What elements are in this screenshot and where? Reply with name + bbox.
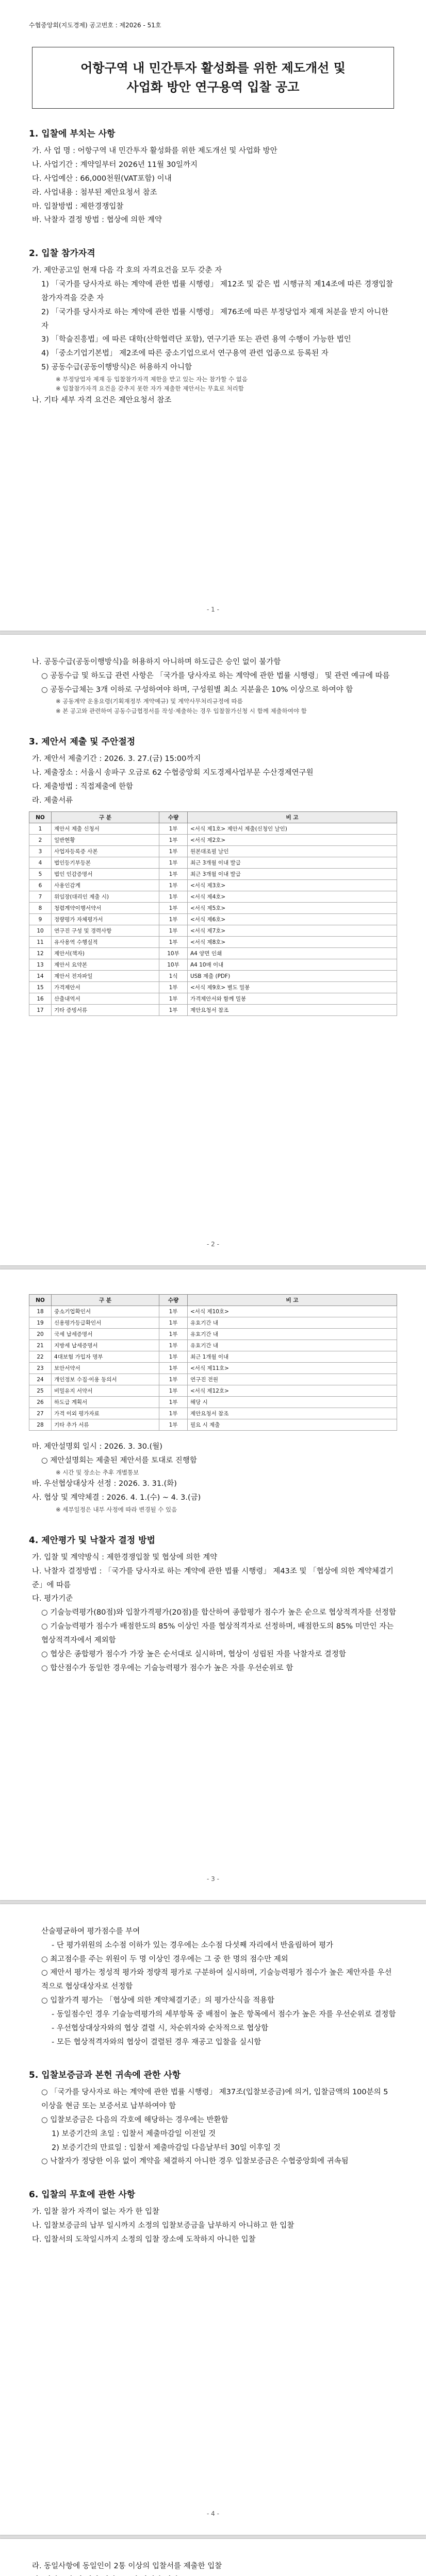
table-cell: 가격 이외 평가자료 — [52, 1408, 159, 1419]
table-cell: 연구진 전원 — [188, 1374, 397, 1385]
s3-line: 다. 제출방법 : 직접제출에 한함 — [32, 782, 134, 791]
s4b-line: - 모든 협상적격자와의 협상이 결렬된 경우 재공고 입찰을 실시함 — [52, 2038, 261, 2046]
table-cell: 1부 — [159, 1306, 188, 1317]
notice-number: 수협중앙회(지도경제) 공고번호 : 제2026 - 51호 — [29, 22, 161, 29]
section-6-heading: 6. 입찰의 무효에 관한 사항 — [29, 2190, 136, 2200]
table-cell: 15 — [29, 982, 52, 993]
table-cell: 1부 — [159, 835, 188, 846]
table-row — [29, 971, 397, 982]
table-cell: 1부 — [159, 937, 188, 948]
table-cell: 26 — [29, 1397, 52, 1408]
table-cell: 개인정보 수집·이용 동의서 — [52, 1374, 159, 1385]
table-cell: 1부 — [159, 1374, 188, 1385]
table-cell: 4대보험 가입자 명부 — [52, 1351, 159, 1363]
table-row — [29, 982, 397, 993]
table-cell: 제안서 요약본 — [52, 959, 159, 971]
s6b-line — [32, 2573, 397, 2576]
table-cell: <서식 제3호> — [188, 880, 397, 891]
table-cell: 3 — [29, 846, 52, 857]
table-cell: 법인 인감증명서 — [52, 869, 159, 880]
table-row — [29, 1363, 397, 1374]
s4b-line: - 동일점수인 경우 기술능력평가의 세부항목 중 배점이 높은 항목에서 점수가 높은 자를 우선순위로 결정함 — [52, 2010, 396, 2019]
table-cell: 청렴계약이행서약서 — [52, 903, 159, 914]
s2b-line: ○ 공동수급 및 하도급 관련 사항은 「국가를 당사자로 하는 계약에 관한 법률 시행령」 및 관련 예규에 따름 — [41, 671, 390, 680]
title-line-2: 사업화 방안 연구용역 입찰 공고 — [126, 80, 300, 95]
table-cell: 1부 — [159, 880, 188, 891]
table-cell: 16 — [29, 993, 52, 1005]
table-cell: 21 — [29, 1340, 52, 1351]
table-row — [29, 1419, 397, 1431]
table-cell: 가격제안서 — [52, 982, 159, 993]
table-cell: 1부 — [159, 1397, 188, 1408]
section-5-heading: 5. 입찰보증금과 본헌 귀속에 관한 사항 — [29, 2070, 181, 2081]
s4-line: ○ 기술능력평가(80점)와 입찰가격평가(20점)를 합산하여 종합평가 점수가 높은 순으로 협상적격자를 선정함 — [41, 1608, 396, 1617]
table-cell: 최근 3개월 이내 발급 — [188, 869, 397, 880]
page-number: - 1 - — [207, 606, 219, 613]
table-cell: 1부 — [159, 1340, 188, 1351]
table-cell: 1부 — [159, 1419, 188, 1431]
table-cell: USB 제출 (PDF) — [188, 971, 397, 982]
page-number: - 4 - — [207, 2510, 219, 2517]
table-cell: <서식 제9호> 별도 밀봉 — [188, 982, 397, 993]
table-cell: 12 — [29, 948, 52, 959]
s2-line: 5) 공동수급(공동이행방식)은 허용하지 아니함 — [41, 363, 192, 371]
col-header: NO — [29, 1295, 52, 1306]
table-cell: 1부 — [159, 823, 188, 835]
table-cell: 법인등기부등본 — [52, 857, 159, 869]
table-row — [29, 1317, 397, 1329]
table-cell: 1부 — [159, 891, 188, 903]
section-2-heading: 2. 입찰 참가자격 — [29, 248, 95, 259]
table-cell: 1 — [29, 823, 52, 835]
s2b-line: ○ 공동수급체는 3개 이하로 구성하여야 하며, 구성원별 최소 지분율은 10% 이상으로 하여야 함 — [41, 685, 353, 694]
table-cell: 필요 시 제출 — [188, 1419, 397, 1431]
table-cell: 일반현황 — [52, 835, 159, 846]
table-row — [29, 880, 397, 891]
table-cell: 최근 1개월 이내 — [188, 1351, 397, 1363]
s3b-line: 바. 우선협상대상자 선정 : 2026. 3. 31.(화) — [32, 1480, 177, 1488]
table-cell: 제안서 전자파일 — [52, 971, 159, 982]
table-cell: <서식 제7호> — [188, 925, 397, 937]
table-cell: 가격제안서와 함께 밀봉 — [188, 993, 397, 1005]
s1-item: 다. 사업예산 : 66,000천원(VAT포함) 이내 — [32, 175, 172, 183]
table-cell: 연구진 구성 및 경력사항 — [52, 925, 159, 937]
table-row — [29, 823, 397, 835]
table-cell: 6 — [29, 880, 52, 891]
table-cell: 1식 — [159, 971, 188, 982]
s5-line: 1) 보증기간의 초일 : 입찰서 제출마감일 이전일 것 — [52, 2129, 216, 2138]
table-cell: 유효기간 내 — [188, 1340, 397, 1351]
s3-line: 가. 제안서 제출기간 : 2026. 3. 27.(금) 15:00까지 — [32, 755, 201, 764]
table-cell: 유사용역 수행실적 — [52, 937, 159, 948]
s4b-line: ○ 제안서 평가는 정성적 평가와 정량적 평가로 구분하여 실시하며, 기술능력평가 점수가 높은 제안자를 우선적으로 협상대상자로 선정함 — [41, 1969, 392, 1991]
s2-note: ※ 입찰참가자격 요건을 갖추지 못한 자가 제출한 제안서는 무효로 처리함 — [56, 385, 244, 393]
table-cell: 지방세 납세증명서 — [52, 1340, 159, 1351]
table-cell: 7 — [29, 891, 52, 903]
table-cell: 20 — [29, 1329, 52, 1340]
table-cell: 유효기간 내 — [188, 1329, 397, 1340]
table-cell: <서식 제6호> — [188, 914, 397, 925]
table-cell: 1부 — [159, 857, 188, 869]
table-cell: 14 — [29, 971, 52, 982]
table-cell: 제안요청서 참조 — [188, 1408, 397, 1419]
col-header: 수량 — [159, 1295, 188, 1306]
table-cell: 1부 — [159, 903, 188, 914]
section-1-heading: 1. 입찰에 부치는 사항 — [29, 129, 116, 140]
table-cell: 2 — [29, 835, 52, 846]
s3b-note: ※ 시간 및 장소는 추후 개별통보 — [56, 1468, 139, 1476]
table-cell: 제안요청서 참조 — [188, 1005, 397, 1016]
table-row — [29, 1329, 397, 1340]
s4-line: 가. 입찰 및 계약방식 : 제한경쟁입찰 및 협상에 의한 계약 — [32, 1553, 218, 1562]
table-cell: 10 — [29, 925, 52, 937]
table-cell: <서식 제10호> — [188, 1306, 397, 1317]
table-cell: 1부 — [159, 1329, 188, 1340]
table-row — [29, 914, 397, 925]
s1-item: 마. 입찰방법 : 제한경쟁입찰 — [32, 202, 124, 211]
col-header: 수량 — [159, 812, 188, 823]
table-row — [29, 1351, 397, 1363]
table-row — [29, 891, 397, 903]
table-cell: 1부 — [159, 1351, 188, 1363]
s2-line: 가. 제안공고일 현재 다음 각 호의 자격요건을 모두 갖춘 자 — [32, 266, 222, 275]
table-cell: 1부 — [159, 846, 188, 857]
table-cell: 1부 — [159, 914, 188, 925]
table-cell: 1부 — [159, 925, 188, 937]
s1-item: 가. 사 업 명 : 어항구역 내 민간투자 활성화를 위한 제도개선 및 사업화 방안 — [32, 147, 277, 156]
s3-line: 나. 제출장소 : 서울시 송파구 오금로 62 수협중앙회 지도경제사업부문 수산경제연구원 — [32, 769, 314, 777]
table-row — [29, 835, 397, 846]
table-cell: 사업자등록증 사본 — [52, 846, 159, 857]
table-cell: 신용평가등급확인서 — [52, 1317, 159, 1329]
table-cell: 국세 납세증명서 — [52, 1329, 159, 1340]
table-cell: 17 — [29, 1005, 52, 1016]
table-row — [29, 857, 397, 869]
col-header: 비 고 — [188, 812, 397, 823]
s4b-line: 산술평균하여 평가점수를 부여 — [41, 1927, 140, 1936]
table-row — [29, 1374, 397, 1385]
s3b-line: 마. 제안설명회 일시 : 2026. 3. 30.(월) — [32, 1443, 162, 1451]
submission-docs-table-cont — [29, 1294, 397, 1431]
s6-line: 나. 입찰보증금의 납부 일시까지 소정의 입찰보증금을 납부하지 아니하고 한 입찰 — [32, 2222, 294, 2230]
notice-title — [32, 47, 394, 109]
page-5 — [0, 2539, 426, 2576]
s2-line: 3) 「학술진흥법」에 따른 대학(산학협력단 포함), 연구기관 또는 관련 용역 수행이 가능한 법인 — [41, 335, 351, 344]
s3-line: 라. 제출서류 — [32, 796, 73, 805]
table-row — [29, 1340, 397, 1351]
submission-docs-table — [29, 811, 397, 1016]
page-number: - 3 - — [207, 1875, 219, 1883]
table-cell: 1부 — [159, 1005, 188, 1016]
table-cell: 5 — [29, 869, 52, 880]
table-cell: 24 — [29, 1374, 52, 1385]
table-cell: 23 — [29, 1363, 52, 1374]
table-cell: <서식 제8호> — [188, 937, 397, 948]
table-cell: <서식 제1호> 제안서 제출(신청인 날인) — [188, 823, 397, 835]
s5-line: ○ 입찰보증금은 다음의 각호에 해당하는 경우에는 반환함 — [41, 2115, 228, 2124]
title-line-1: 어항구역 내 민간투자 활성화를 위한 제도개선 및 — [80, 61, 346, 75]
table-cell: 13 — [29, 959, 52, 971]
table-cell: 9 — [29, 914, 52, 925]
page-3 — [0, 1269, 426, 1900]
table-cell: 기타 증빙서류 — [52, 1005, 159, 1016]
table-row — [29, 903, 397, 914]
table-cell: 25 — [29, 1385, 52, 1397]
table-cell: 위임장(대리인 제출 시) — [52, 891, 159, 903]
table-row — [29, 1385, 397, 1397]
s2-note: ※ 부정당업자 제재 등 입찰참가자격 제한을 받고 있는 자는 참가할 수 없음 — [56, 375, 248, 383]
table-cell: <서식 제11호> — [188, 1363, 397, 1374]
s4-line: 다. 평가기준 — [32, 1595, 73, 1603]
section-4-heading: 4. 제안평가 및 낙찰자 결정 방법 — [29, 1535, 155, 1546]
table-row — [29, 1005, 397, 1016]
table-cell: 18 — [29, 1306, 52, 1317]
table-cell: 27 — [29, 1408, 52, 1419]
s1-item: 바. 낙찰자 결정 방법 : 협상에 의한 계약 — [32, 216, 162, 225]
table-cell: 1부 — [159, 1408, 188, 1419]
s4b-line: ○ 입찰가격 평가는 「협상에 의한 계약체결기준」의 평가산식을 적용함 — [41, 1996, 275, 2005]
col-header: 구 분 — [52, 812, 159, 823]
s2-line: 나. 기타 세부 자격 요건은 제안요청서 참조 — [32, 396, 172, 404]
table-cell: <서식 제2호> — [188, 835, 397, 846]
table-cell: 제안서(책자) — [52, 948, 159, 959]
page-4 — [0, 1904, 426, 2535]
table-cell: 비밀유지 서약서 — [52, 1385, 159, 1397]
table-cell: 1부 — [159, 982, 188, 993]
table-cell: 10부 — [159, 959, 188, 971]
table-cell: 중소기업확인서 — [52, 1306, 159, 1317]
s3b-note: ※ 세부일정은 내부 사정에 따라 변경될 수 있음 — [56, 1505, 177, 1513]
table-cell: 1부 — [159, 869, 188, 880]
s1-item: 나. 사업기간 : 계약일부터 2026년 11월 30일까지 — [32, 161, 198, 170]
table-row — [29, 846, 397, 857]
col-header: 구 분 — [52, 1295, 159, 1306]
table-row — [29, 1408, 397, 1419]
s4-line: 나. 낙찰자 결정방법 : 「국가를 당사자로 하는 계약에 관한 법률 시행령」 제43조 및 「협상에 의한 계약체결기준」에 따름 — [32, 1567, 394, 1589]
table-cell: 사용인감계 — [52, 880, 159, 891]
table-row — [29, 1306, 397, 1317]
s6-line: 다. 입찰서의 도착일시까지 소정의 입찰 장소에 도착하지 아니한 입찰 — [32, 2235, 256, 2244]
s6-line: 가. 입찰 참가 자격이 없는 자가 한 입찰 — [32, 2208, 159, 2216]
table-cell: 하도급 계획서 — [52, 1397, 159, 1408]
s4-line: ○ 기술능력평가 점수가 배점한도의 85% 이상인 자를 협상적격자로 선정하며, 배점한도의 85% 미만인 자는 협상적격자에서 제외함 — [41, 1622, 394, 1645]
s4b-line: - 단 평가위원의 소수점 이하가 있는 경우에는 소수점 다섯째 자리에서 반올림하여 평가 — [52, 1941, 334, 1950]
col-header: NO — [29, 812, 52, 823]
s3b-line: ○ 제안설명회는 제출된 제안서를 토대로 진행함 — [41, 1456, 197, 1465]
page-2 — [0, 635, 426, 1265]
s2b-note: ※ 본 공고와 관련하여 공동수급협정서를 작성·제출하는 경우 입찰참가신청 시 함께 제출하여야 함 — [56, 707, 307, 715]
table-row — [29, 937, 397, 948]
table-cell: <서식 제4호> — [188, 891, 397, 903]
table-cell: 정량평가 자체평가서 — [52, 914, 159, 925]
table-cell: 1부 — [159, 1385, 188, 1397]
table-row — [29, 948, 397, 959]
table-cell: 최근 3개월 이내 발급 — [188, 857, 397, 869]
page-1 — [0, 0, 426, 631]
page-number: - 2 - — [207, 1241, 219, 1248]
s2b-line: 나. 공동수급(공동이행방식)을 허용하지 아니하며 하도급은 승인 없이 불가함 — [32, 658, 281, 666]
s2-line: 1) 「국가를 당사자로 하는 계약에 관한 법률 시행령」 제12조 및 같은 법 시행규칙 제14조에 따른 경쟁입찰 참가자격을 갖춘 자 — [41, 280, 394, 302]
s5-line: ○ 낙찰자가 정당한 이유 없이 계약을 체결하지 아니한 경우 입찰보증금은 수협중앙회에 귀속됨 — [41, 2157, 349, 2166]
s4b-line: - 우선협상대상자와의 협상 결렬 시, 차순위자와 순차적으로 협상함 — [52, 2024, 269, 2032]
table-cell: A4 양면 인쇄 — [188, 948, 397, 959]
table-cell: 28 — [29, 1419, 52, 1431]
table-cell: 원본대조필 날인 — [188, 846, 397, 857]
table-cell: <서식 제5호> — [188, 903, 397, 914]
table-cell: 19 — [29, 1317, 52, 1329]
s2b-note: ※ 공동계약 운용요령(기획재정부 계약예규) 및 계약사무처리규정에 따름 — [56, 698, 243, 705]
s4-line: ○ 협상은 종합평가 점수가 가장 높은 순서대로 실시하며, 협상이 성립된 자를 낙찰자로 결정함 — [41, 1650, 346, 1658]
table-row — [29, 959, 397, 971]
table-cell: 11 — [29, 937, 52, 948]
s1-item: 라. 사업내용 : 첨부된 제안요청서 참조 — [32, 188, 157, 197]
table-cell: A4 10매 이내 — [188, 959, 397, 971]
table-cell: 제안서 제출 신청서 — [52, 823, 159, 835]
table-cell: 보안서약서 — [52, 1363, 159, 1374]
table-cell: <서식 제12호> — [188, 1385, 397, 1397]
table-cell: 1부 — [159, 1317, 188, 1329]
s2-line: 2) 「국가를 당사자로 하는 계약에 관한 법률 시행령」 제76조에 따른 부정당업자 제재 처분을 받지 아니한 자 — [41, 308, 389, 330]
s6b-line: 라. 동일사항에 동일인이 2통 이상의 입찰서를 제출한 입찰 — [32, 2562, 222, 2570]
table-cell: 1부 — [159, 993, 188, 1005]
s2-line: 4) 「중소기업기본법」 제2조에 따른 중소기업으로서 연구용역 관련 업종으로 등록된 자 — [41, 349, 329, 358]
col-header: 비 고 — [188, 1295, 397, 1306]
table-cell: 10부 — [159, 948, 188, 959]
table-cell: 기타 추가 서류 — [52, 1419, 159, 1431]
table-row — [29, 925, 397, 937]
s4-line: ○ 합산점수가 동일한 경우에는 기술능력평가 점수가 높은 자를 우선순위로 함 — [41, 1664, 293, 1672]
table-row — [29, 993, 397, 1005]
s5-line: ○ 「국가를 당사자로 하는 계약에 관한 법률 시행령」 제37조(입찰보증금)에 의거, 입찰금액의 100분의 5 이상을 현금 또는 보증서로 납부하여야 함 — [41, 2088, 388, 2111]
table-row — [29, 869, 397, 880]
s5-line: 2) 보증기간의 만료일 : 입찰서 제출마감일 다음날부터 30일 이후일 것 — [52, 2143, 281, 2152]
s4b-line: ○ 최고점수를 주는 위원이 두 명 이상인 경우에는 그 중 한 명의 점수만 제외 — [41, 1955, 288, 1963]
table-row — [29, 1397, 397, 1408]
table-cell: 유효기간 내 — [188, 1317, 397, 1329]
table-cell: 해당 시 — [188, 1397, 397, 1408]
section-3-heading: 3. 제안서 제출 및 주안절정 — [29, 737, 136, 748]
table-cell: 8 — [29, 903, 52, 914]
table-cell: 산출내역서 — [52, 993, 159, 1005]
table-cell: 1부 — [159, 1363, 188, 1374]
table-cell: 4 — [29, 857, 52, 869]
s3b-line: 사. 협상 및 계약체결 : 2026. 4. 1.(수) ~ 4. 3.(금) — [32, 1493, 201, 1502]
table-cell: 22 — [29, 1351, 52, 1363]
